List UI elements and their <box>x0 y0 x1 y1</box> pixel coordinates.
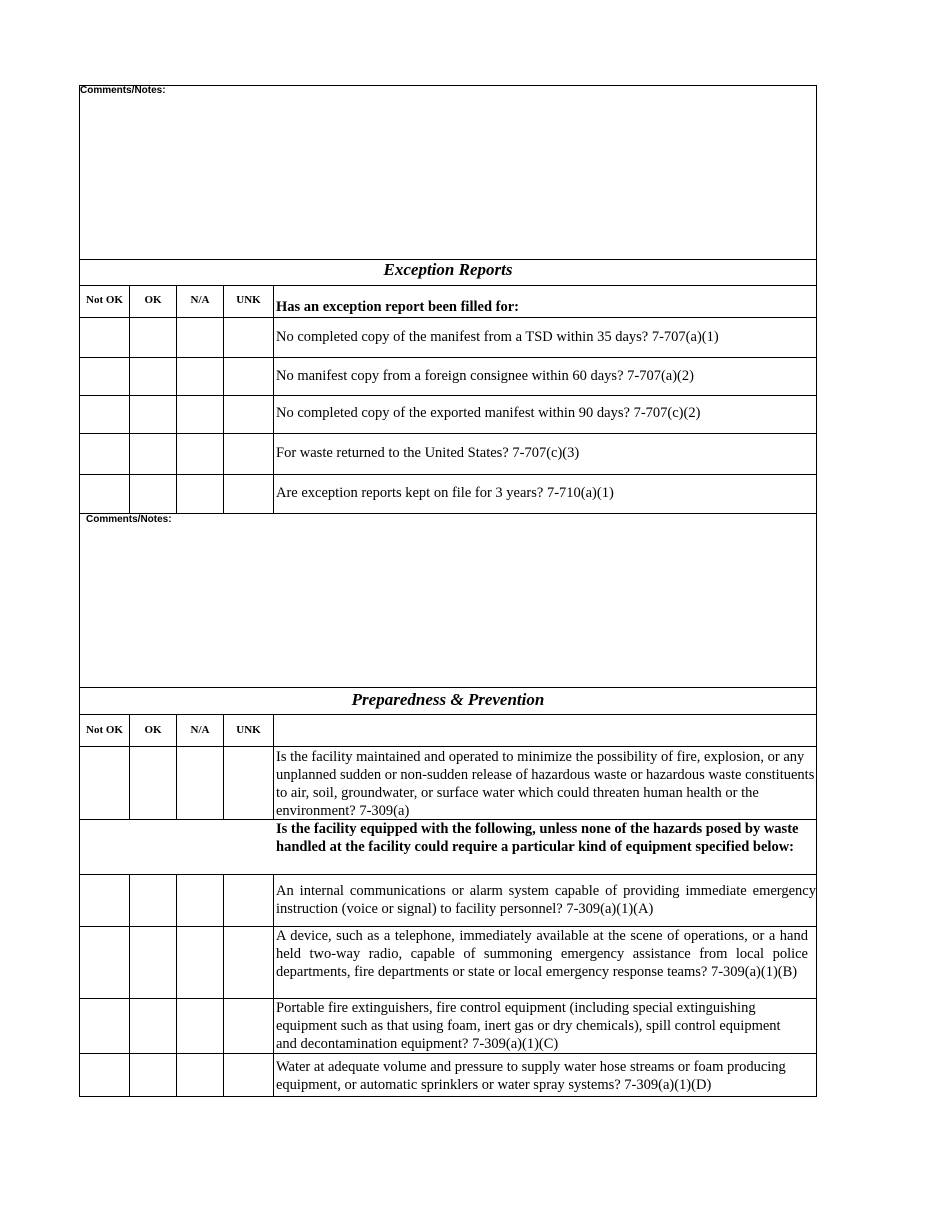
check-cell-ok[interactable] <box>130 434 176 474</box>
check-cell-na[interactable] <box>177 999 223 1053</box>
check-cell-ok[interactable] <box>130 1054 176 1096</box>
col-header-ok: OK <box>144 294 162 306</box>
check-cell-ok[interactable] <box>130 475 176 513</box>
col-header-unk: UNK <box>236 294 261 306</box>
check-cell-na[interactable] <box>177 927 223 998</box>
col-header-not-ok: Not OK <box>86 294 123 306</box>
col-header-unk: UNK <box>236 724 261 736</box>
check-cell-na[interactable] <box>177 396 223 433</box>
preparedness-equipment-header: Is the facility equipped with the following, unless none of the hazards posed by waste handled at the facility could require a particular kind of equipment specified below: <box>276 821 799 855</box>
check-cell-not-ok[interactable] <box>80 475 129 513</box>
check-cell-ok[interactable] <box>130 999 176 1053</box>
check-cell-na[interactable] <box>177 358 223 395</box>
preparedness-item-water-supply: Water at adequate volume and pressure to supply water hose streams or foam producing equipment, or automatic sprinklers or water spray systems? 7-309(a)(1)(D) <box>276 1059 786 1093</box>
check-cell-not-ok[interactable] <box>80 434 129 474</box>
check-cell-unk[interactable] <box>224 1054 273 1096</box>
col-header-na: N/A <box>190 294 210 306</box>
preparedness-item-facility-maintained: Is the facility maintained and operated to minimize the possibility of fire, explosion, or any unplanned sudden or non-sudden release of hazardous waste or hazardous waste constituents to air, soil, groundwater, or surface water which could threaten human health or the environment? 7-309(a) <box>276 749 815 819</box>
check-cell-ok[interactable] <box>130 396 176 433</box>
exception-question-header: Has an exception report been filled for: <box>276 299 519 315</box>
check-cell-ok[interactable] <box>130 875 176 926</box>
check-cell-unk[interactable] <box>224 747 273 819</box>
check-cell-na[interactable] <box>177 475 223 513</box>
check-cell-na[interactable] <box>177 434 223 474</box>
check-cell-na[interactable] <box>177 1054 223 1096</box>
preparedness-prevention-title: Preparedness & Prevention <box>351 690 545 709</box>
exception-reports-title: Exception Reports <box>383 260 513 279</box>
check-cell-na[interactable] <box>177 747 223 819</box>
check-cell-na[interactable] <box>177 875 223 926</box>
check-cell-not-ok[interactable] <box>80 875 129 926</box>
col-header-na: N/A <box>190 724 210 736</box>
check-cell-not-ok[interactable] <box>80 747 129 819</box>
check-cell-unk[interactable] <box>224 358 273 395</box>
preparedness-item-fire-extinguishers: Portable fire extinguishers, fire control equipment (including special extinguishing equipment such as that using foam, inert gas or dry chemicals), spill control equipment and decontamination equipment? 7-309(a)(1)(C) <box>276 1000 781 1052</box>
check-cell-unk[interactable] <box>224 434 273 474</box>
check-cell-ok[interactable] <box>130 358 176 395</box>
exception-item-waste-returned: For waste returned to the United States? 7-707(c)(3) <box>276 445 580 461</box>
col-header-ok: OK <box>144 724 162 736</box>
check-cell-unk[interactable] <box>224 475 273 513</box>
check-cell-not-ok[interactable] <box>80 318 129 357</box>
check-cell-unk[interactable] <box>224 875 273 926</box>
check-cell-not-ok[interactable] <box>80 358 129 395</box>
exception-item-kept-3-years: Are exception reports kept on file for 3 years? 7-710(a)(1) <box>276 485 614 501</box>
preparedness-item-alarm-system: An internal communications or alarm system capable of providing immediate emergency instruction (voice or signal) to facility personnel? 7-309(a)(1)(A) <box>276 883 816 917</box>
check-cell-not-ok[interactable] <box>80 396 129 433</box>
comments-notes-area-top[interactable] <box>80 98 816 258</box>
check-cell-ok[interactable] <box>130 747 176 819</box>
exception-item-exported-manifest: No completed copy of the exported manifest within 90 days? 7-707(c)(2) <box>276 405 701 421</box>
exception-item-tsd-35-days: No completed copy of the manifest from a TSD within 35 days? 7-707(a)(1) <box>276 329 719 345</box>
comments-notes-label-top: Comments/Notes: <box>80 85 166 96</box>
check-cell-unk[interactable] <box>224 396 273 433</box>
check-cell-not-ok[interactable] <box>80 1054 129 1096</box>
comments-notes-area-middle[interactable] <box>80 527 816 687</box>
check-cell-not-ok[interactable] <box>80 999 129 1053</box>
exception-item-foreign-consignee: No manifest copy from a foreign consignee within 60 days? 7-707(a)(2) <box>276 368 694 384</box>
check-cell-ok[interactable] <box>130 927 176 998</box>
check-cell-unk[interactable] <box>224 318 273 357</box>
col-header-not-ok: Not OK <box>86 724 123 736</box>
check-cell-ok[interactable] <box>130 318 176 357</box>
comments-notes-label-middle: Comments/Notes: <box>86 514 172 525</box>
check-cell-unk[interactable] <box>224 999 273 1053</box>
preparedness-item-telephone-radio: A device, such as a telephone, immediately available at the scene of operations, or a hand held two-way radio, capable of summoning emergency assistance from local police departments, fire departments or state or local emergency response teams? 7-309(a)(1)(B) <box>276 928 808 980</box>
check-cell-not-ok[interactable] <box>80 927 129 998</box>
check-cell-unk[interactable] <box>224 927 273 998</box>
check-cell-na[interactable] <box>177 318 223 357</box>
